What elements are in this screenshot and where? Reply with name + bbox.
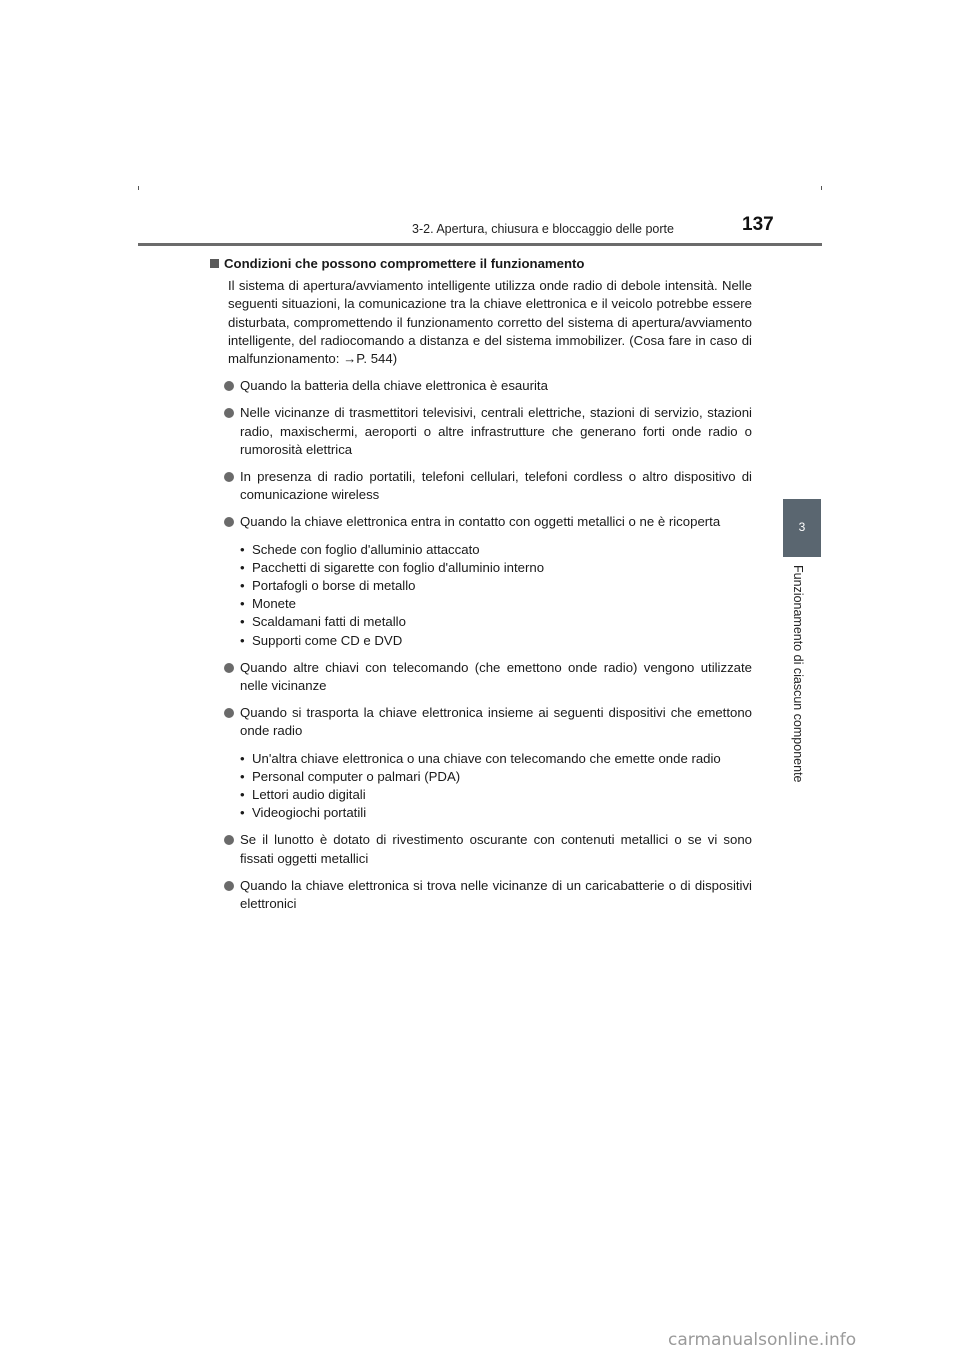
condition-item bbox=[210, 468, 752, 504]
crop-mark-right bbox=[821, 186, 822, 190]
condition-item bbox=[210, 513, 752, 531]
sub-list-item: • Schede con foglio d'alluminio attaccato bbox=[240, 541, 752, 559]
condition-text: Quando la batteria della chiave elettronica è esaurita bbox=[240, 378, 548, 394]
sub-list-item: • Supporti come CD e DVD bbox=[240, 632, 752, 650]
condition-text: In presenza di radio portatili, telefoni cellulari, telefoni cordless o altro dispositivo di comunicazione wireless bbox=[240, 469, 752, 503]
circle-bullet-icon bbox=[224, 408, 234, 418]
condition-item bbox=[210, 659, 752, 695]
square-bullet-icon bbox=[210, 259, 219, 268]
circle-bullet-icon bbox=[224, 708, 234, 718]
sub-list-item: • Lettori audio digitali bbox=[240, 786, 752, 804]
heading-text: Condizioni che possono compromettere il funzionamento bbox=[224, 256, 585, 271]
condition-list bbox=[210, 377, 752, 913]
chapter-tab bbox=[783, 499, 821, 557]
condition-text: Quando altre chiavi con telecomando (che emettono onde radio) vengono utilizzate nelle vicinanze bbox=[240, 659, 752, 694]
condition-item bbox=[210, 704, 752, 740]
intro-paragraph: Il sistema di apertura/avviamento intelligente utilizza onde radio di debole intensità. Nelle seguenti situazioni, la comunicazione tra la chiave elettronica e il veicolo potrebbe essere disturbata, compromettendo il funzionamento corretto del sistema di apertura/avviamento intelligente, del radiocomando a distanza e del sistema immobilizer. (Cosa fare in caso di malfunzionamento: →P. 544) bbox=[228, 278, 752, 367]
header-rule bbox=[138, 243, 822, 246]
sub-list-item: • Portafogli o borse di metallo bbox=[240, 577, 752, 595]
sub-list-item: • Videogiochi portatili bbox=[240, 804, 752, 822]
sub-list-item: • Personal computer o palmari (PDA) bbox=[240, 768, 752, 786]
sub-list bbox=[240, 750, 752, 823]
watermark: carmanualsonline.info bbox=[668, 1330, 857, 1350]
circle-bullet-icon bbox=[224, 881, 234, 891]
condition-item bbox=[210, 831, 752, 867]
condition-item bbox=[210, 377, 752, 395]
condition-text: Quando si trasporta la chiave elettronica insieme ai seguenti dispositivi che emettono onde radio bbox=[240, 705, 752, 739]
chapter-number: 3 bbox=[798, 520, 806, 534]
condition-text: Nelle vicinanze di trasmettitori televisivi, centrali elettriche, stazioni di servizio, stazioni radio, maxischermi, aeroporti o altre infrastrutture che generano forti onde radio o rumorosità elettrica bbox=[240, 405, 752, 457]
circle-bullet-icon bbox=[224, 663, 234, 673]
condition-item bbox=[210, 877, 752, 913]
section-heading bbox=[210, 255, 752, 273]
main-content bbox=[210, 255, 752, 913]
condition-text: Se il lunotto è dotato di rivestimento oscurante con contenuti metallici o se vi sono fissati oggetti metallici bbox=[240, 832, 752, 866]
sub-list bbox=[240, 541, 752, 650]
crop-mark-left bbox=[138, 186, 139, 190]
sub-list-item: • Monete bbox=[240, 595, 752, 613]
sub-list-item: • Scaldamani fatti di metallo bbox=[240, 613, 752, 631]
sub-list-item: • Un'altra chiave elettronica o una chiave con telecomando che emette onde radio bbox=[240, 750, 752, 768]
condition-text: Quando la chiave elettronica si trova nelle vicinanze di un caricabatterie o di dispositivi elettronici bbox=[240, 877, 752, 912]
circle-bullet-icon bbox=[224, 517, 234, 527]
condition-text: Quando la chiave elettronica entra in contatto con oggetti metallici o ne è ricoperta bbox=[240, 514, 721, 530]
circle-bullet-icon bbox=[224, 381, 234, 391]
condition-item bbox=[210, 404, 752, 459]
sub-list-item: • Pacchetti di sigarette con foglio d'alluminio interno bbox=[240, 559, 752, 577]
section-title: 3-2. Apertura, chiusura e bloccaggio delle porte bbox=[412, 222, 674, 236]
circle-bullet-icon bbox=[224, 835, 234, 845]
circle-bullet-icon bbox=[224, 472, 234, 482]
chapter-title: Funzionamento di ciascun componente bbox=[791, 565, 805, 783]
page-number: 137 bbox=[742, 214, 774, 235]
